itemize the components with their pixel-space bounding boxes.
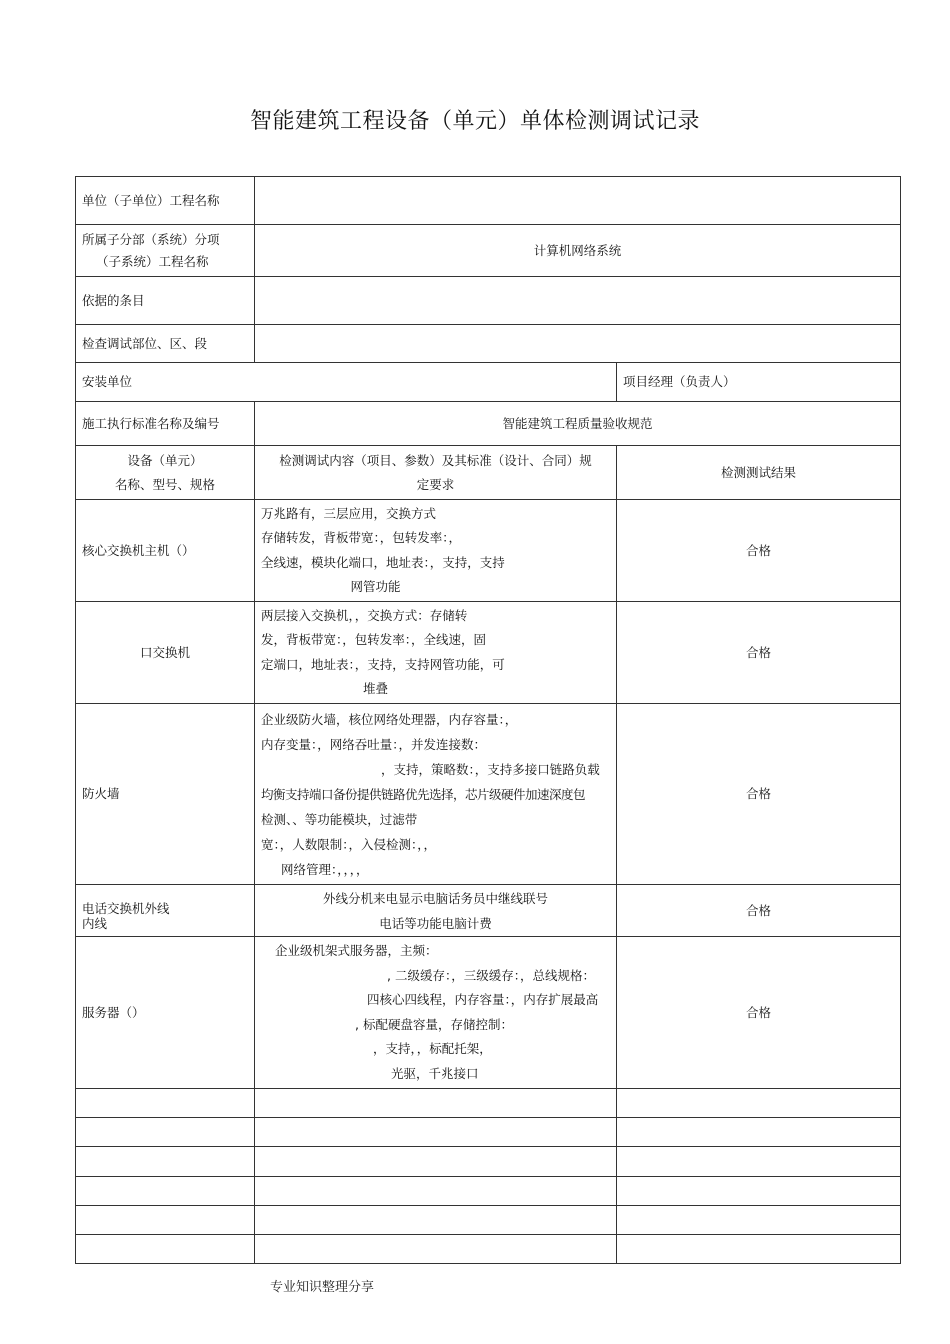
empty-cell[interactable] xyxy=(255,1235,617,1264)
content-line: 均衡支持端口备份提供链路优先选择，芯片级硬件加速深度包 xyxy=(261,786,586,802)
row-standard xyxy=(76,402,901,446)
content-line: ，支持，策略数：，支持多接口链路负载 xyxy=(381,761,600,777)
empty-cell[interactable] xyxy=(76,1206,255,1235)
device-name xyxy=(76,885,255,937)
content-line: 万兆路有，三层应用，交换方式 xyxy=(261,505,437,521)
header-device xyxy=(76,446,255,500)
content-line: 定端口，地址表：，支持，支持网管功能，可 xyxy=(261,656,505,672)
location-label: 检查调试部位、区、段 xyxy=(76,325,255,363)
device-name-line: 电话交换机外线 xyxy=(82,901,170,916)
device-content xyxy=(255,937,617,1089)
row-basis xyxy=(76,277,901,325)
device-row xyxy=(76,602,901,704)
content-line: , 二级缓存：，三级缓存：，总线规格： xyxy=(387,967,595,983)
content-line: 堆叠 xyxy=(362,681,388,696)
empty-cell[interactable] xyxy=(255,1177,617,1206)
empty-cell[interactable] xyxy=(255,1118,617,1147)
header-content xyxy=(255,446,617,500)
device-row xyxy=(76,937,901,1089)
subdivision-label xyxy=(76,225,255,277)
subdivision-label-line: （子系统）工程名称 xyxy=(96,253,209,269)
empty-row xyxy=(76,1147,901,1177)
subdivision-value[interactable]: 计算机网络系统 xyxy=(255,225,901,277)
footer-note: 专业知识整理分享 xyxy=(270,1280,375,1295)
empty-cell[interactable] xyxy=(76,1147,255,1177)
basis-label: 依据的条目 xyxy=(76,277,255,325)
device-row xyxy=(76,500,901,602)
header-device-line: 设备（单元） xyxy=(127,452,203,468)
manager-label: 项目经理（负责人） xyxy=(617,363,901,402)
device-result[interactable]: 合格 xyxy=(617,937,901,1089)
content-line: 网管功能 xyxy=(350,579,401,594)
empty-cell[interactable] xyxy=(617,1206,901,1235)
row-project-name xyxy=(76,177,901,225)
content-line: 内存变量：，网络吞吐量：，并发连接数： xyxy=(261,736,487,752)
device-name: 服务器（） xyxy=(76,937,255,1089)
basis-value[interactable] xyxy=(255,277,901,325)
device-content xyxy=(255,500,617,602)
standard-label: 施工执行标准名称及编号 xyxy=(76,402,255,446)
row-install-unit xyxy=(76,363,901,402)
device-result[interactable]: 合格 xyxy=(617,885,901,937)
standard-value[interactable]: 智能建筑工程质量验收规范 xyxy=(255,402,901,446)
document-title: 智能建筑工程设备（单元）单体检测调试记录 xyxy=(249,109,700,134)
empty-cell[interactable] xyxy=(76,1235,255,1264)
content-line: 宽：，人数限制：，入侵检测：，， xyxy=(261,836,437,852)
empty-row xyxy=(76,1089,901,1118)
device-row xyxy=(76,704,901,885)
project-name-value[interactable] xyxy=(255,177,901,225)
install-unit-label: 安装单位 xyxy=(76,363,617,402)
content-line: 两层接入交换机，，交换方式：存储转 xyxy=(261,607,468,623)
device-name-line: 内线 xyxy=(82,916,108,931)
empty-cell[interactable] xyxy=(617,1177,901,1206)
project-name-label: 单位（子单位）工程名称 xyxy=(76,177,255,225)
empty-cell[interactable] xyxy=(255,1147,617,1177)
empty-row xyxy=(76,1177,901,1206)
content-line: , 标配硬盘容量，存储控制： xyxy=(355,1016,513,1032)
header-content-line: 检测调试内容（项目、参数）及其标准（设计、合同）规 xyxy=(279,452,592,468)
content-line: 全线速，模块化端口，地址表：，支持，支持 xyxy=(261,554,505,570)
empty-cell[interactable] xyxy=(255,1089,617,1118)
inspection-record-table xyxy=(75,176,901,1264)
content-line: 企业级防火墙，核位网络处理器，内存容量：， xyxy=(261,711,518,727)
subdivision-label-line: 所属子分部（系统）分项 xyxy=(82,231,220,247)
content-line: 四核心四线程，内存容量：，内存扩展最高 xyxy=(367,992,599,1007)
location-value[interactable] xyxy=(255,325,901,363)
row-location xyxy=(76,325,901,363)
device-result[interactable]: 合格 xyxy=(617,500,901,602)
device-result[interactable]: 合格 xyxy=(617,704,901,885)
content-line: ，支持，，标配托架， xyxy=(373,1041,492,1056)
empty-cell[interactable] xyxy=(76,1118,255,1147)
content-line: 存储转发，背板带宽：，包转发率：， xyxy=(261,530,462,545)
content-line: 检测、、等功能模块，过滤带 xyxy=(261,811,418,827)
header-result: 检测测试结果 xyxy=(617,446,901,500)
content-line: 光驱，千兆接口 xyxy=(391,1065,479,1081)
header-content-line: 定要求 xyxy=(416,476,455,492)
empty-row xyxy=(76,1206,901,1235)
content-line: 网络管理：，，，， xyxy=(281,861,369,877)
empty-row xyxy=(76,1118,901,1147)
content-line: 电话等功能电脑计费 xyxy=(379,915,492,931)
device-result[interactable]: 合格 xyxy=(617,602,901,704)
empty-cell[interactable] xyxy=(255,1206,617,1235)
empty-cell[interactable] xyxy=(76,1089,255,1118)
device-name: 口交换机 xyxy=(76,602,255,704)
row-column-header xyxy=(76,446,901,500)
device-name: 核心交换机主机（） xyxy=(76,500,255,602)
empty-cell[interactable] xyxy=(617,1235,901,1264)
device-content xyxy=(255,602,617,704)
device-row xyxy=(76,885,901,937)
empty-row xyxy=(76,1235,901,1264)
row-subdivision xyxy=(76,225,901,277)
device-name: 防火墙 xyxy=(76,704,255,885)
content-line: 企业级机架式服务器，主频： xyxy=(275,943,438,958)
empty-cell[interactable] xyxy=(617,1089,901,1118)
device-content xyxy=(255,885,617,937)
content-line: 外线分机来电显示电脑话务员中继线联号 xyxy=(322,890,548,906)
header-device-line: 名称、型号、规格 xyxy=(114,476,215,492)
empty-cell[interactable] xyxy=(76,1177,255,1206)
content-line: 发，背板带宽：，包转发率：，全线速，固 xyxy=(261,632,487,647)
device-content xyxy=(255,704,617,885)
empty-cell[interactable] xyxy=(617,1147,901,1177)
empty-cell[interactable] xyxy=(617,1118,901,1147)
